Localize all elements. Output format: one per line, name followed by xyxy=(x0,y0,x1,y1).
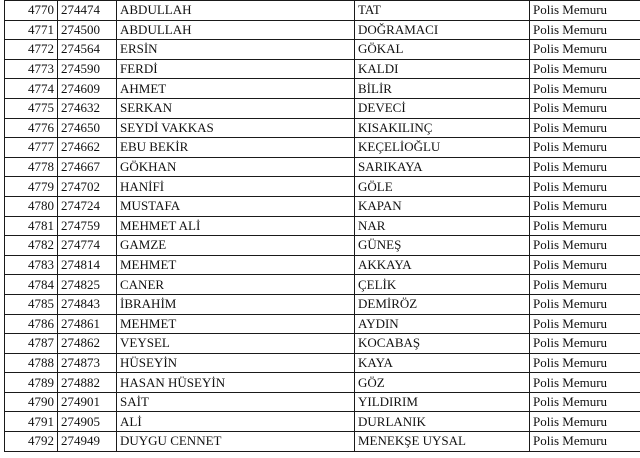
sequence-cell: 4785 xyxy=(5,294,58,314)
surname-cell: DURLANIK xyxy=(355,412,530,432)
first-name-cell: SEYDİ VAKKAS xyxy=(117,118,355,138)
registry-number-cell: 274774 xyxy=(58,236,117,256)
first-name-cell: HASAN HÜSEYİN xyxy=(117,373,355,393)
title-cell: Polis Memuru xyxy=(530,412,640,432)
surname-cell: DEVECİ xyxy=(355,98,530,118)
registry-number-cell: 274650 xyxy=(58,118,117,138)
surname-cell: SARIKAYA xyxy=(355,157,530,177)
registry-number-cell: 274500 xyxy=(58,20,117,40)
title-cell: Polis Memuru xyxy=(530,98,640,118)
surname-cell: MENEKŞE UYSAL xyxy=(355,432,530,452)
table-row xyxy=(5,353,640,373)
first-name-cell: CANER xyxy=(117,275,355,295)
title-cell: Polis Memuru xyxy=(530,432,640,452)
sequence-cell: 4774 xyxy=(5,79,58,99)
first-name-cell: EBU BEKİR xyxy=(117,138,355,158)
title-cell: Polis Memuru xyxy=(530,216,640,236)
sequence-cell: 4775 xyxy=(5,98,58,118)
sequence-cell: 4784 xyxy=(5,275,58,295)
first-name-cell: ERSİN xyxy=(117,40,355,60)
registry-number-cell: 274564 xyxy=(58,40,117,60)
surname-cell: GÖZ xyxy=(355,373,530,393)
table-row xyxy=(5,118,640,138)
first-name-cell: İBRAHİM xyxy=(117,294,355,314)
registry-number-cell: 274724 xyxy=(58,196,117,216)
table-row xyxy=(5,334,640,354)
sequence-cell: 4771 xyxy=(5,20,58,40)
title-cell: Polis Memuru xyxy=(530,255,640,275)
first-name-cell: ABDULLAH xyxy=(117,20,355,40)
surname-cell: KEÇELİOĞLU xyxy=(355,138,530,158)
registry-number-cell: 274667 xyxy=(58,157,117,177)
table-row xyxy=(5,294,640,314)
surname-cell: ÇELİK xyxy=(355,275,530,295)
title-cell: Polis Memuru xyxy=(530,196,640,216)
title-cell: Polis Memuru xyxy=(530,236,640,256)
sequence-cell: 4792 xyxy=(5,432,58,452)
registry-number-cell: 274609 xyxy=(58,79,117,99)
surname-cell: KAPAN xyxy=(355,196,530,216)
table-row xyxy=(5,138,640,158)
title-cell: Polis Memuru xyxy=(530,392,640,412)
sequence-cell: 4778 xyxy=(5,157,58,177)
table-row xyxy=(5,98,640,118)
surname-cell: NAR xyxy=(355,216,530,236)
table-row xyxy=(5,59,640,79)
sequence-cell: 4780 xyxy=(5,196,58,216)
registry-number-cell: 274873 xyxy=(58,353,117,373)
surname-cell: KISAKILINÇ xyxy=(355,118,530,138)
registry-number-cell: 274590 xyxy=(58,59,117,79)
first-name-cell: ALİ xyxy=(117,412,355,432)
registry-number-cell: 274474 xyxy=(58,1,117,21)
sequence-cell: 4779 xyxy=(5,177,58,197)
first-name-cell: MUSTAFA xyxy=(117,196,355,216)
registry-number-cell: 274882 xyxy=(58,373,117,393)
title-cell: Polis Memuru xyxy=(530,177,640,197)
table-row xyxy=(5,275,640,295)
sequence-cell: 4782 xyxy=(5,236,58,256)
first-name-cell: VEYSEL xyxy=(117,334,355,354)
table-row xyxy=(5,236,640,256)
registry-number-cell: 274949 xyxy=(58,432,117,452)
surname-cell: DEMİRÖZ xyxy=(355,294,530,314)
registry-number-cell: 274662 xyxy=(58,138,117,158)
first-name-cell: ABDULLAH xyxy=(117,1,355,21)
first-name-cell: MEHMET xyxy=(117,255,355,275)
table-row xyxy=(5,373,640,393)
registry-number-cell: 274861 xyxy=(58,314,117,334)
registry-number-cell: 274814 xyxy=(58,255,117,275)
sequence-cell: 4777 xyxy=(5,138,58,158)
sequence-cell: 4783 xyxy=(5,255,58,275)
title-cell: Polis Memuru xyxy=(530,373,640,393)
table-row xyxy=(5,157,640,177)
title-cell: Polis Memuru xyxy=(530,118,640,138)
table-body xyxy=(5,1,640,452)
personnel-table xyxy=(4,0,640,452)
title-cell: Polis Memuru xyxy=(530,353,640,373)
surname-cell: GÜNEŞ xyxy=(355,236,530,256)
title-cell: Polis Memuru xyxy=(530,275,640,295)
registry-number-cell: 274632 xyxy=(58,98,117,118)
first-name-cell: DUYGU CENNET xyxy=(117,432,355,452)
surname-cell: AYDIN xyxy=(355,314,530,334)
sequence-cell: 4786 xyxy=(5,314,58,334)
first-name-cell: GAMZE xyxy=(117,236,355,256)
sequence-cell: 4773 xyxy=(5,59,58,79)
title-cell: Polis Memuru xyxy=(530,40,640,60)
first-name-cell: HÜSEYİN xyxy=(117,353,355,373)
registry-number-cell: 274702 xyxy=(58,177,117,197)
sequence-cell: 4770 xyxy=(5,1,58,21)
table-row xyxy=(5,79,640,99)
surname-cell: KOCABAŞ xyxy=(355,334,530,354)
registry-number-cell: 274862 xyxy=(58,334,117,354)
sequence-cell: 4772 xyxy=(5,40,58,60)
title-cell: Polis Memuru xyxy=(530,157,640,177)
first-name-cell: AHMET xyxy=(117,79,355,99)
table-row xyxy=(5,392,640,412)
registry-number-cell: 274905 xyxy=(58,412,117,432)
registry-number-cell: 274843 xyxy=(58,294,117,314)
table-row xyxy=(5,1,640,21)
surname-cell: KAYA xyxy=(355,353,530,373)
table-row xyxy=(5,177,640,197)
surname-cell: YILDIRIM xyxy=(355,392,530,412)
first-name-cell: SAİT xyxy=(117,392,355,412)
sequence-cell: 4776 xyxy=(5,118,58,138)
title-cell: Polis Memuru xyxy=(530,79,640,99)
table-row xyxy=(5,255,640,275)
title-cell: Polis Memuru xyxy=(530,1,640,21)
title-cell: Polis Memuru xyxy=(530,314,640,334)
first-name-cell: HANİFİ xyxy=(117,177,355,197)
table-row xyxy=(5,40,640,60)
sequence-cell: 4781 xyxy=(5,216,58,236)
table-row xyxy=(5,196,640,216)
table-row xyxy=(5,314,640,334)
title-cell: Polis Memuru xyxy=(530,138,640,158)
table-row xyxy=(5,412,640,432)
first-name-cell: MEHMET ALİ xyxy=(117,216,355,236)
title-cell: Polis Memuru xyxy=(530,20,640,40)
registry-number-cell: 274901 xyxy=(58,392,117,412)
title-cell: Polis Memuru xyxy=(530,59,640,79)
registry-number-cell: 274825 xyxy=(58,275,117,295)
first-name-cell: MEHMET xyxy=(117,314,355,334)
table-row xyxy=(5,432,640,452)
surname-cell: TAT xyxy=(355,1,530,21)
surname-cell: GÖLE xyxy=(355,177,530,197)
registry-number-cell: 274759 xyxy=(58,216,117,236)
sequence-cell: 4790 xyxy=(5,392,58,412)
sequence-cell: 4789 xyxy=(5,373,58,393)
table-row xyxy=(5,216,640,236)
first-name-cell: GÖKHAN xyxy=(117,157,355,177)
sequence-cell: 4787 xyxy=(5,334,58,354)
table-row xyxy=(5,20,640,40)
surname-cell: BİLİR xyxy=(355,79,530,99)
first-name-cell: FERDİ xyxy=(117,59,355,79)
surname-cell: AKKAYA xyxy=(355,255,530,275)
sequence-cell: 4791 xyxy=(5,412,58,432)
title-cell: Polis Memuru xyxy=(530,334,640,354)
surname-cell: GÖKAL xyxy=(355,40,530,60)
surname-cell: KALDI xyxy=(355,59,530,79)
sequence-cell: 4788 xyxy=(5,353,58,373)
first-name-cell: SERKAN xyxy=(117,98,355,118)
surname-cell: DOĞRAMACI xyxy=(355,20,530,40)
title-cell: Polis Memuru xyxy=(530,294,640,314)
